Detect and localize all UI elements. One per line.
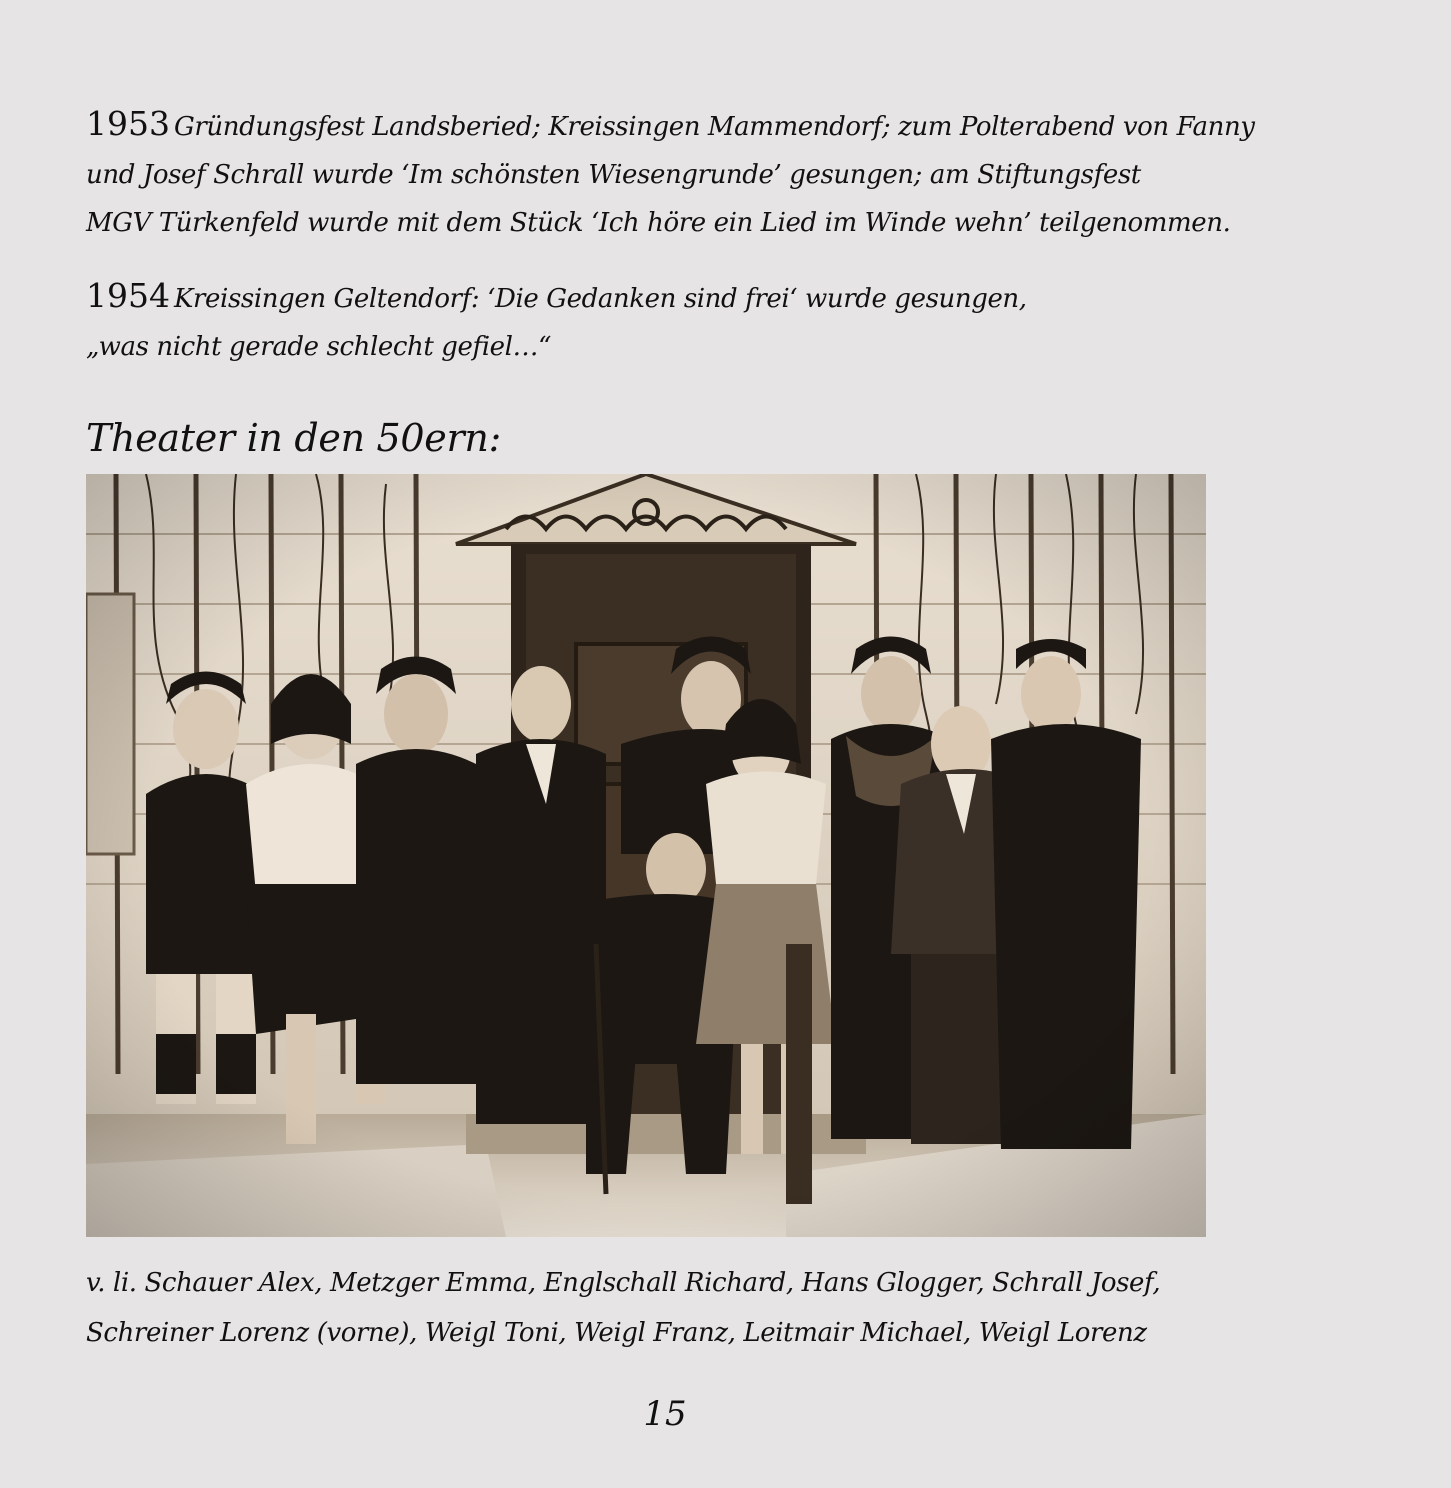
entry-text: Kreissingen Geltendorf: ‘Die Gedanken sind frei‘ wurde gesungen, (173, 284, 1027, 314)
entry-line: MGV Türkenfeld wurde mit dem Stück ‘Ich höre ein Lied im Winde wehn’ teilgenommen. (86, 208, 1231, 238)
entry-year: 1953 (86, 104, 170, 143)
page-number: 15 (643, 1394, 687, 1434)
caption-line: v. li. Schauer Alex, Metzger Emma, Englschall Richard, Hans Glogger, Schrall Josef, (86, 1268, 1161, 1298)
entry-line (86, 272, 1376, 323)
entry-line: und Josef Schrall wurde ‘Im schönsten Wiesengrunde’ gesungen; am Stiftungsfest (86, 160, 1141, 190)
caption-line: Schreiner Lorenz (vorne), Weigl Toni, Weigl Franz, Leitmair Michael, Weigl Lorenz (86, 1318, 1147, 1348)
entry-line: „was nicht gerade schlecht gefiel…“ (86, 332, 552, 362)
section-heading: Theater in den 50ern: (86, 416, 502, 460)
chronicle-entry-1954 (86, 272, 1376, 371)
chronicle-entry-1953 (86, 100, 1376, 247)
group-photo (86, 474, 1206, 1237)
entry-line (86, 100, 1376, 151)
photo-caption (86, 1258, 1376, 1358)
entry-text: Gründungsfest Landsberied; Kreissingen Mammendorf; zum Polterabend von Fanny (173, 112, 1255, 142)
entry-year: 1954 (86, 276, 170, 315)
